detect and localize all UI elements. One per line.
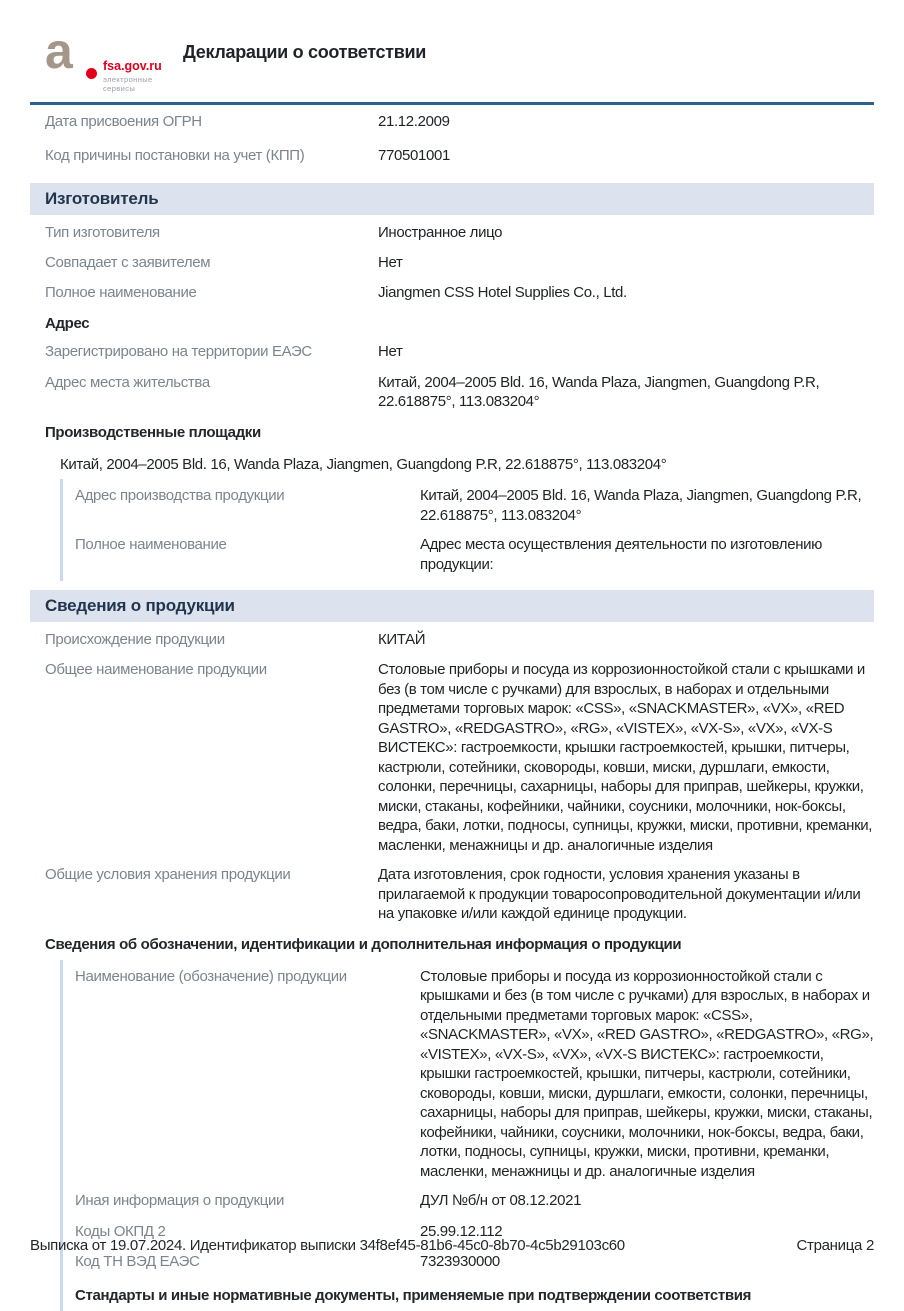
logo-site-text: fsa.gov.ru	[103, 59, 162, 73]
field-label: Адрес производства продукции	[75, 487, 285, 504]
field-label: Происхождение продукции	[45, 631, 225, 648]
field-value: Jiangmen CSS Hotel Supplies Co., Ltd.	[378, 284, 627, 301]
document-content	[30, 102, 874, 1311]
logo-red-dot-icon	[86, 68, 97, 79]
field-label: Код ТН ВЭД ЕАЭС	[75, 1252, 200, 1270]
field-value: Китай, 2004–2005 Bld. 16, Wanda Plaza, Jiangmen, Guangdong P.R, 22.618875°, 113.083204°	[378, 373, 820, 410]
document-header	[0, 0, 904, 94]
product-identification-block	[60, 960, 874, 1311]
subheading-standards: Стандарты и иные нормативные документы, применяемые при подтверждении соответствия	[75, 1287, 752, 1304]
field-storage-conditions	[30, 860, 874, 929]
logo-text	[103, 59, 183, 93]
field-label: Общие условия хранения продукции	[45, 866, 291, 884]
field-name-designation	[75, 962, 874, 1187]
field-ogrn-date	[30, 105, 874, 139]
field-other-product-info	[75, 1186, 874, 1216]
registration-rows	[30, 105, 874, 174]
fsa-logo-icon: а	[45, 23, 73, 79]
field-manufacturer-type	[30, 218, 874, 248]
field-label: Дата присвоения ОГРН	[45, 113, 202, 130]
subheading-address: Адрес	[45, 315, 90, 333]
production-site-block	[60, 479, 874, 581]
field-label: Общее наименование продукции	[45, 661, 267, 679]
field-value: ДУЛ №б/н от 08.12.2021	[420, 1192, 582, 1210]
section-header-manufacturer: Изготовитель	[30, 183, 874, 215]
section-header-product: Сведения о продукции	[30, 590, 874, 622]
logo-tagline: электронные сервисы	[103, 75, 153, 93]
document-footer	[30, 1237, 874, 1254]
production-site-address-line: Китай, 2004–2005 Bld. 16, Wanda Plaza, Jiangmen, Guangdong P.R, 22.618875°, 113.083204°	[60, 455, 667, 473]
field-matches-applicant	[30, 248, 874, 278]
field-label: Тип изготовителя	[45, 223, 160, 241]
subheading-identification: Сведения об обозначении, идентификации и дополнительная информация о продукции	[45, 935, 682, 953]
field-value: Дата изготовления, срок годности, условия хранения указаны в прилагаемой к продукции товаросопроводительной документации и/или на упаковке и/или каждой единице продукции.	[378, 866, 861, 923]
manufacturer-rows	[30, 218, 874, 582]
field-value: Нет	[378, 343, 403, 361]
field-value: 7323930000	[420, 1252, 500, 1270]
field-manufacturer-full-name	[30, 278, 874, 308]
field-value: 770501001	[378, 147, 450, 165]
field-label: Совпадает с заявителем	[45, 253, 211, 271]
subheading-production-sites: Производственные площадки	[45, 423, 261, 441]
field-label: Зарегистрировано на территории ЕАЭС	[45, 343, 312, 361]
extract-info: Выписка от 19.07.2024. Идентификатор выписки 34f8ef45-81b6-45c0-8b70-4c5b29103c60	[30, 1237, 625, 1254]
field-value: Адрес места осуществления деятельности по изготовлению продукции:	[420, 536, 823, 573]
field-value: Столовые приборы и посуда из коррозионностойкой стали с крышками и без (в том числе с ручками) для взрослых, в наборах и отдельными предметами торговых марок: «CSS», «SNACKMASTER», «VX», «RED GASTRO», «REDGASTRO», «RG», «VISTEX», «VX-S», «VX», «VX-S ВИСТЕКС»: гастроемкости, крышки гастроемкостей, крышки, питчеры, кастрюли, сотейники, сковороды, ковши, миски, дуршлаги, емкости, солонки, перечницы, сахарницы, наборы для приправ, шейкеры, кружки, миски, стаканы, кофейники, чайники, соусники, молочники, нок-боксы, ведра, баки, лотки, подносы, супницы, кружки, миски, противни, креманки, масленки, менажницы и др. аналогичные изделия	[420, 967, 874, 1180]
field-label: Наименование (обозначение) продукции	[75, 967, 347, 985]
fsa-logo	[45, 23, 183, 93]
field-value: Китай, 2004–2005 Bld. 16, Wanda Plaza, Jiangmen, Guangdong P.R, 22.618875°, 113.083204°	[420, 487, 862, 524]
field-kpp	[30, 139, 874, 173]
field-value: Нет	[378, 253, 403, 271]
field-value: КИТАЙ	[378, 631, 426, 648]
page-title: Декларации о соответствии	[183, 42, 426, 62]
field-production-full-name	[75, 530, 874, 579]
field-production-address	[75, 481, 874, 530]
field-value: Иностранное лицо	[378, 223, 503, 241]
field-value: 25.99.12.112	[420, 1222, 503, 1240]
field-label: Адрес места жительства	[45, 373, 210, 391]
field-label: Полное наименование	[75, 536, 227, 553]
field-label: Полное наименование	[45, 284, 197, 301]
field-value: Столовые приборы и посуда из коррозионностойкой стали с крышками и без (в том числе с ручками) для взрослых, в наборах и отдельными предметами торговых марок: «CSS», «SNACKMASTER», «VX», «RED GASTRO», «REDGASTRO», «RG», «VISTEX», «VX-S», «VX», «VX-S ВИСТЕКС»: гастроемкости, крышки гастроемкостей, крышки, питчеры, кастрюли, сотейники, сковороды, ковши, миски, дуршлаги, емкости, солонки, перечницы, сахарницы, наборы для приправ, шейкеры, кружки, миски, стаканы, кофейники, чайники, соусники, молочники, нок-боксы, ведра, баки, лотки, подносы, супницы, кружки, миски, противни, креманки, масленки, менажницы и др. аналогичные изделия	[378, 661, 873, 854]
field-label: Иная информация о продукции	[75, 1192, 285, 1210]
field-label: Коды ОКПД 2	[75, 1222, 166, 1240]
field-value: 21.12.2009	[378, 113, 450, 130]
field-residence-address	[30, 368, 874, 417]
field-product-general-name	[30, 655, 874, 860]
field-label: Код причины постановки на учет (КПП)	[45, 147, 305, 165]
product-rows	[30, 625, 874, 1311]
page-number: Страница 2	[796, 1237, 874, 1254]
field-product-origin	[30, 625, 874, 655]
field-registered-eaeu	[30, 337, 874, 367]
